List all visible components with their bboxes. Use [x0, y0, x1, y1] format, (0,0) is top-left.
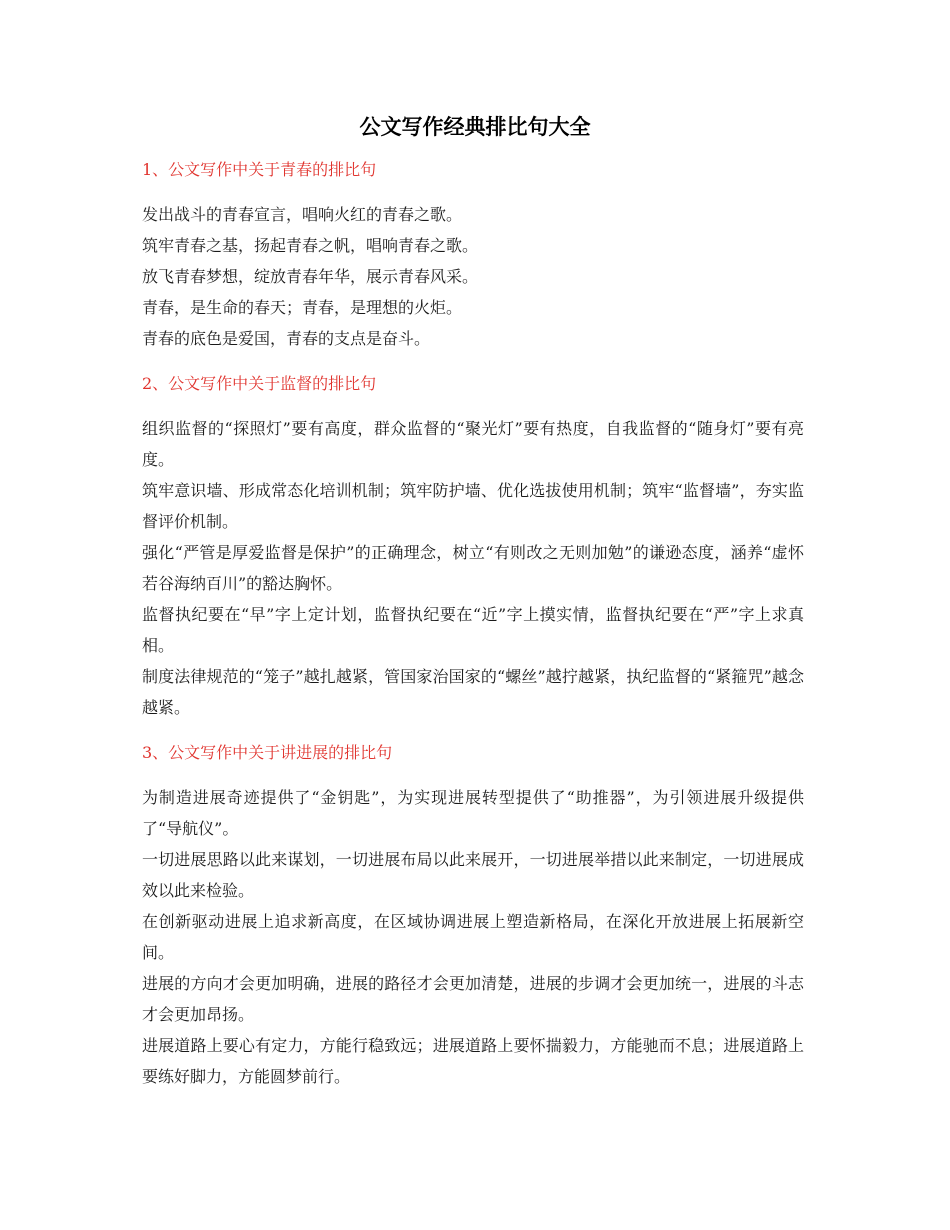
paragraph: 在创新驱动进展上追求新高度，在区域协调进展上塑造新格局，在深化开放进展上拓展新空间。 — [142, 912, 804, 962]
paragraph: 组织监督的“探照灯”要有高度，群众监督的“聚光灯”要有热度，自我监督的“随身灯”要有亮度。 — [142, 419, 804, 469]
paragraph: 青春的底色是爱国，青春的支点是奋斗。 — [142, 329, 431, 348]
document-title: 公文写作经典排比句大全 — [359, 115, 591, 139]
section-youth — [142, 156, 804, 354]
paragraph: 强化“严管是厚爱监督是保护”的正确理念，树立“有则改之无则加勉”的谦逊态度，涵养“虚怀若谷海纳百川”的豁达胸怀。 — [142, 543, 804, 593]
paragraph: 进展道路上要心有定力，方能行稳致远；进展道路上要怀揣毅力，方能驰而不息；进展道路上要练好脚力，方能圆梦前行。 — [142, 1036, 804, 1086]
paragraph: 一切进展思路以此来谋划，一切进展布局以此来展开，一切进展举措以此来制定，一切进展成效以此来检验。 — [142, 850, 804, 900]
paragraph: 发出战斗的青春宣言，唱响火红的青春之歌。 — [142, 205, 463, 224]
paragraph: 进展的方向才会更加明确，进展的路径才会更加清楚，进展的步调才会更加统一，进展的斗志才会更加昂扬。 — [142, 974, 804, 1024]
document-body — [142, 156, 804, 1092]
paragraph: 筑牢意识墙、形成常态化培训机制；筑牢防护墙、优化选拔使用机制；筑牢“监督墙”，夯实监督评价机制。 — [142, 481, 804, 531]
section-heading: 1、公文写作中关于青春的排比句 — [142, 160, 377, 179]
section-supervision — [142, 370, 804, 723]
paragraph: 制度法律规范的“笼子”越扎越紧，管国家治国家的“螺丝”越拧越紧，执纪监督的“紧箍咒”越念越紧。 — [142, 667, 804, 717]
paragraph: 监督执纪要在“早”字上定计划，监督执纪要在“近”字上摸实情，监督执纪要在“严”字上求真相。 — [142, 605, 804, 655]
paragraph: 为制造进展奇迹提供了“金钥匙”，为实现进展转型提供了“助推器”，为引领进展升级提供了“导航仪”。 — [142, 788, 804, 838]
paragraph: 青春，是生命的春天；青春，是理想的火炬。 — [142, 298, 463, 317]
section-progress — [142, 739, 804, 1092]
paragraph: 放飞青春梦想，绽放青春年华，展示青春风采。 — [142, 267, 479, 286]
paragraph: 筑牢青春之基，扬起青春之帆，唱响青春之歌。 — [142, 236, 479, 255]
section-heading: 2、公文写作中关于监督的排比句 — [142, 374, 377, 393]
section-heading: 3、公文写作中关于讲进展的排比句 — [142, 743, 393, 762]
